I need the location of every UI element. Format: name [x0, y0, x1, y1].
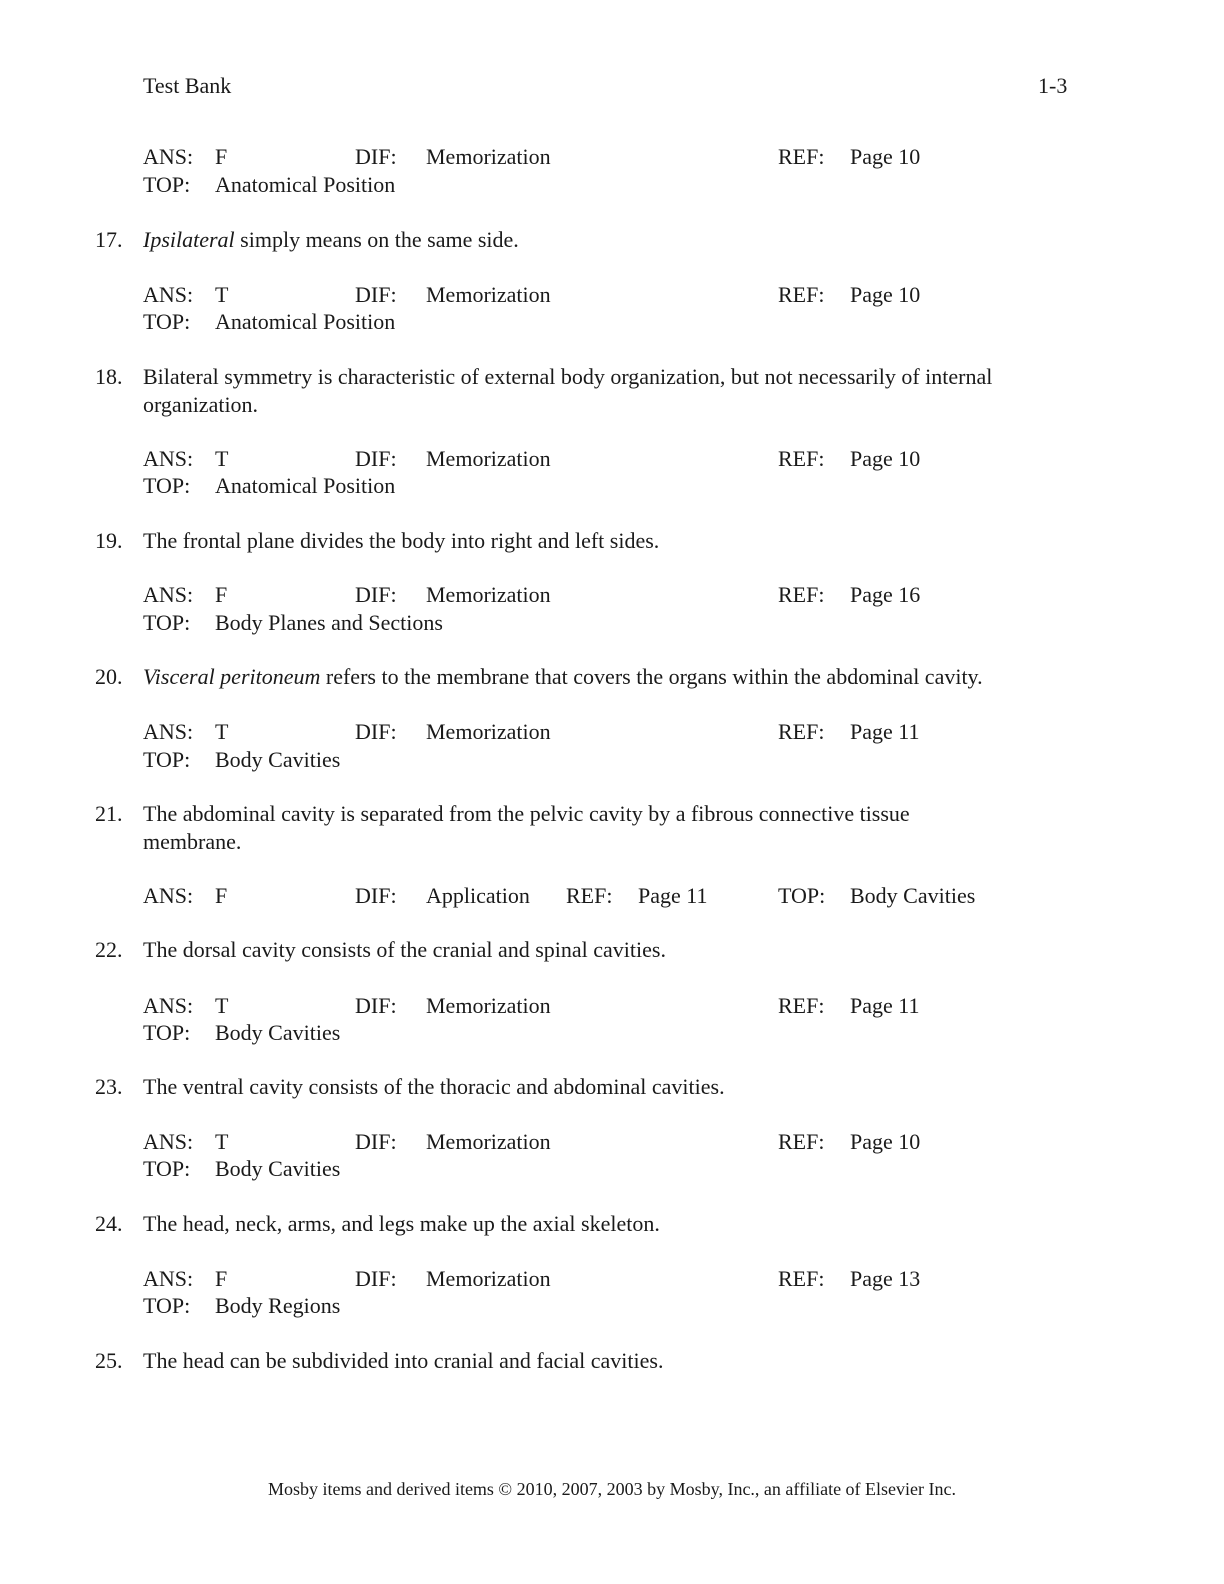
answer-row-23 [143, 1128, 1103, 1156]
ans-value: F [215, 144, 228, 169]
topic-row-24 [143, 1292, 1103, 1320]
dif-label: DIF: [355, 582, 397, 607]
question-text: The frontal plane divides the body into right and left sides. [143, 528, 660, 553]
topic-row-16 [143, 171, 1103, 199]
ref-value: Page 11 [850, 993, 920, 1018]
copyright-footer: Mosby items and derived items © 2010, 2007, 2003 by Mosby, Inc., an affiliate of Elsevier Inc. [267, 1479, 957, 1499]
answer-row-22 [143, 992, 1103, 1020]
topic-row-20 [143, 746, 1103, 774]
ans-value: F [215, 1266, 228, 1291]
ref-label: REF: [778, 446, 825, 471]
question-number: 21. [95, 801, 123, 826]
answer-row-16 [143, 143, 1103, 171]
question-number: 18. [95, 364, 123, 389]
ans-value: T [215, 446, 229, 471]
dif-value: Memorization [426, 446, 551, 471]
question-number: 20. [95, 664, 123, 689]
question-text [143, 226, 1073, 254]
top-value: Anatomical Position [215, 172, 396, 197]
answer-row-18 [143, 445, 1103, 473]
page-number: 1-3 [1038, 73, 1068, 98]
dif-value: Memorization [426, 1129, 551, 1154]
top-value: Body Cavities [215, 1020, 341, 1045]
topic-row-17 [143, 308, 1103, 336]
top-label: TOP: [143, 1020, 191, 1045]
top-value: Anatomical Position [215, 473, 396, 498]
ref-label: REF: [778, 144, 825, 169]
ans-label: ANS: [143, 1129, 194, 1154]
ans-value: T [215, 1129, 229, 1154]
question-number: 24. [95, 1211, 123, 1236]
question-text-italic: Visceral peritoneum [143, 664, 321, 689]
ref-value: Page 10 [850, 144, 921, 169]
dif-label: DIF: [355, 144, 397, 169]
dif-label: DIF: [355, 1266, 397, 1291]
answer-row-19 [143, 581, 1103, 609]
ans-value: F [215, 582, 228, 607]
dif-value: Memorization [426, 144, 551, 169]
dif-value: Memorization [426, 719, 551, 744]
topic-row-23 [143, 1155, 1103, 1183]
topic-row-22 [143, 1019, 1103, 1047]
answer-row-17 [143, 281, 1103, 309]
running-header-title: Test Bank [143, 73, 232, 98]
dif-label: DIF: [355, 1129, 397, 1154]
top-value: Body Planes and Sections [215, 610, 443, 635]
ans-label: ANS: [143, 1266, 194, 1291]
question-text: The dorsal cavity consists of the cranial and spinal cavities. [143, 937, 666, 962]
dif-label: DIF: [355, 719, 397, 744]
dif-label: DIF: [355, 282, 397, 307]
question-number: 23. [95, 1074, 123, 1099]
question-number: 19. [95, 528, 123, 553]
ref-value: Page 11 [850, 719, 920, 744]
ref-value: Page 11 [638, 883, 708, 908]
ref-label: REF: [778, 993, 825, 1018]
top-value: Body Cavities [215, 747, 341, 772]
top-value: Anatomical Position [215, 309, 396, 334]
ref-value: Page 10 [850, 282, 921, 307]
question-text: The head can be subdivided into cranial and facial cavities. [143, 1348, 664, 1373]
top-label: TOP: [143, 1293, 191, 1318]
ref-label: REF: [778, 1129, 825, 1154]
question-text-rest: refers to the membrane that covers the organs within the abdominal cavity. [320, 664, 983, 689]
ans-label: ANS: [143, 282, 194, 307]
ans-label: ANS: [143, 446, 194, 471]
answer-row-24 [143, 1265, 1103, 1293]
top-label: TOP: [143, 473, 191, 498]
ans-value: T [215, 719, 229, 744]
ref-value: Page 16 [850, 582, 921, 607]
ans-label: ANS: [143, 582, 194, 607]
top-label: TOP: [143, 309, 191, 334]
dif-value: Memorization [426, 282, 551, 307]
question-text [143, 663, 1073, 691]
dif-value: Memorization [426, 1266, 551, 1291]
dif-value: Memorization [426, 582, 551, 607]
question-text-rest: simply means on the same side. [234, 227, 519, 252]
top-value: Body Cavities [215, 1156, 341, 1181]
dif-value: Memorization [426, 993, 551, 1018]
dif-label: DIF: [355, 446, 397, 471]
ref-label: REF: [778, 1266, 825, 1291]
question-text: Bilateral symmetry is characteristic of external body organization, but not necessarily of internal organization. [143, 364, 993, 417]
question-number: 17. [95, 227, 123, 252]
ans-label: ANS: [143, 993, 194, 1018]
ref-value: Page 10 [850, 1129, 921, 1154]
question-number: 22. [95, 937, 123, 962]
top-label: TOP: [143, 610, 191, 635]
question-text: The abdominal cavity is separated from the pelvic cavity by a fibrous connective tissue membrane. [143, 801, 910, 854]
question-text-italic: Ipsilateral [143, 227, 235, 252]
ans-label: ANS: [143, 883, 194, 908]
ans-label: ANS: [143, 719, 194, 744]
ref-label: REF: [778, 282, 825, 307]
top-label: TOP: [778, 883, 826, 908]
question-number: 25. [95, 1348, 123, 1373]
topic-row-18 [143, 472, 1103, 500]
top-label: TOP: [143, 172, 191, 197]
top-label: TOP: [143, 1156, 191, 1181]
ans-value: T [215, 282, 229, 307]
answer-row-21 [143, 882, 1103, 910]
ref-value: Page 13 [850, 1266, 921, 1291]
topic-row-19 [143, 609, 1103, 637]
ans-label: ANS: [143, 144, 194, 169]
ref-value: Page 10 [850, 446, 921, 471]
question-text: The ventral cavity consists of the thoracic and abdominal cavities. [143, 1074, 725, 1099]
top-value: Body Regions [215, 1293, 341, 1318]
dif-label: DIF: [355, 993, 397, 1018]
answer-row-20 [143, 718, 1103, 746]
dif-value: Application [426, 883, 530, 908]
ans-value: T [215, 993, 229, 1018]
top-value: Body Cavities [850, 883, 976, 908]
ref-label: REF: [778, 719, 825, 744]
ans-value: F [215, 883, 228, 908]
top-label: TOP: [143, 747, 191, 772]
question-text: The head, neck, arms, and legs make up the axial skeleton. [143, 1211, 660, 1236]
ref-label: REF: [566, 883, 613, 908]
ref-label: REF: [778, 582, 825, 607]
dif-label: DIF: [355, 883, 397, 908]
